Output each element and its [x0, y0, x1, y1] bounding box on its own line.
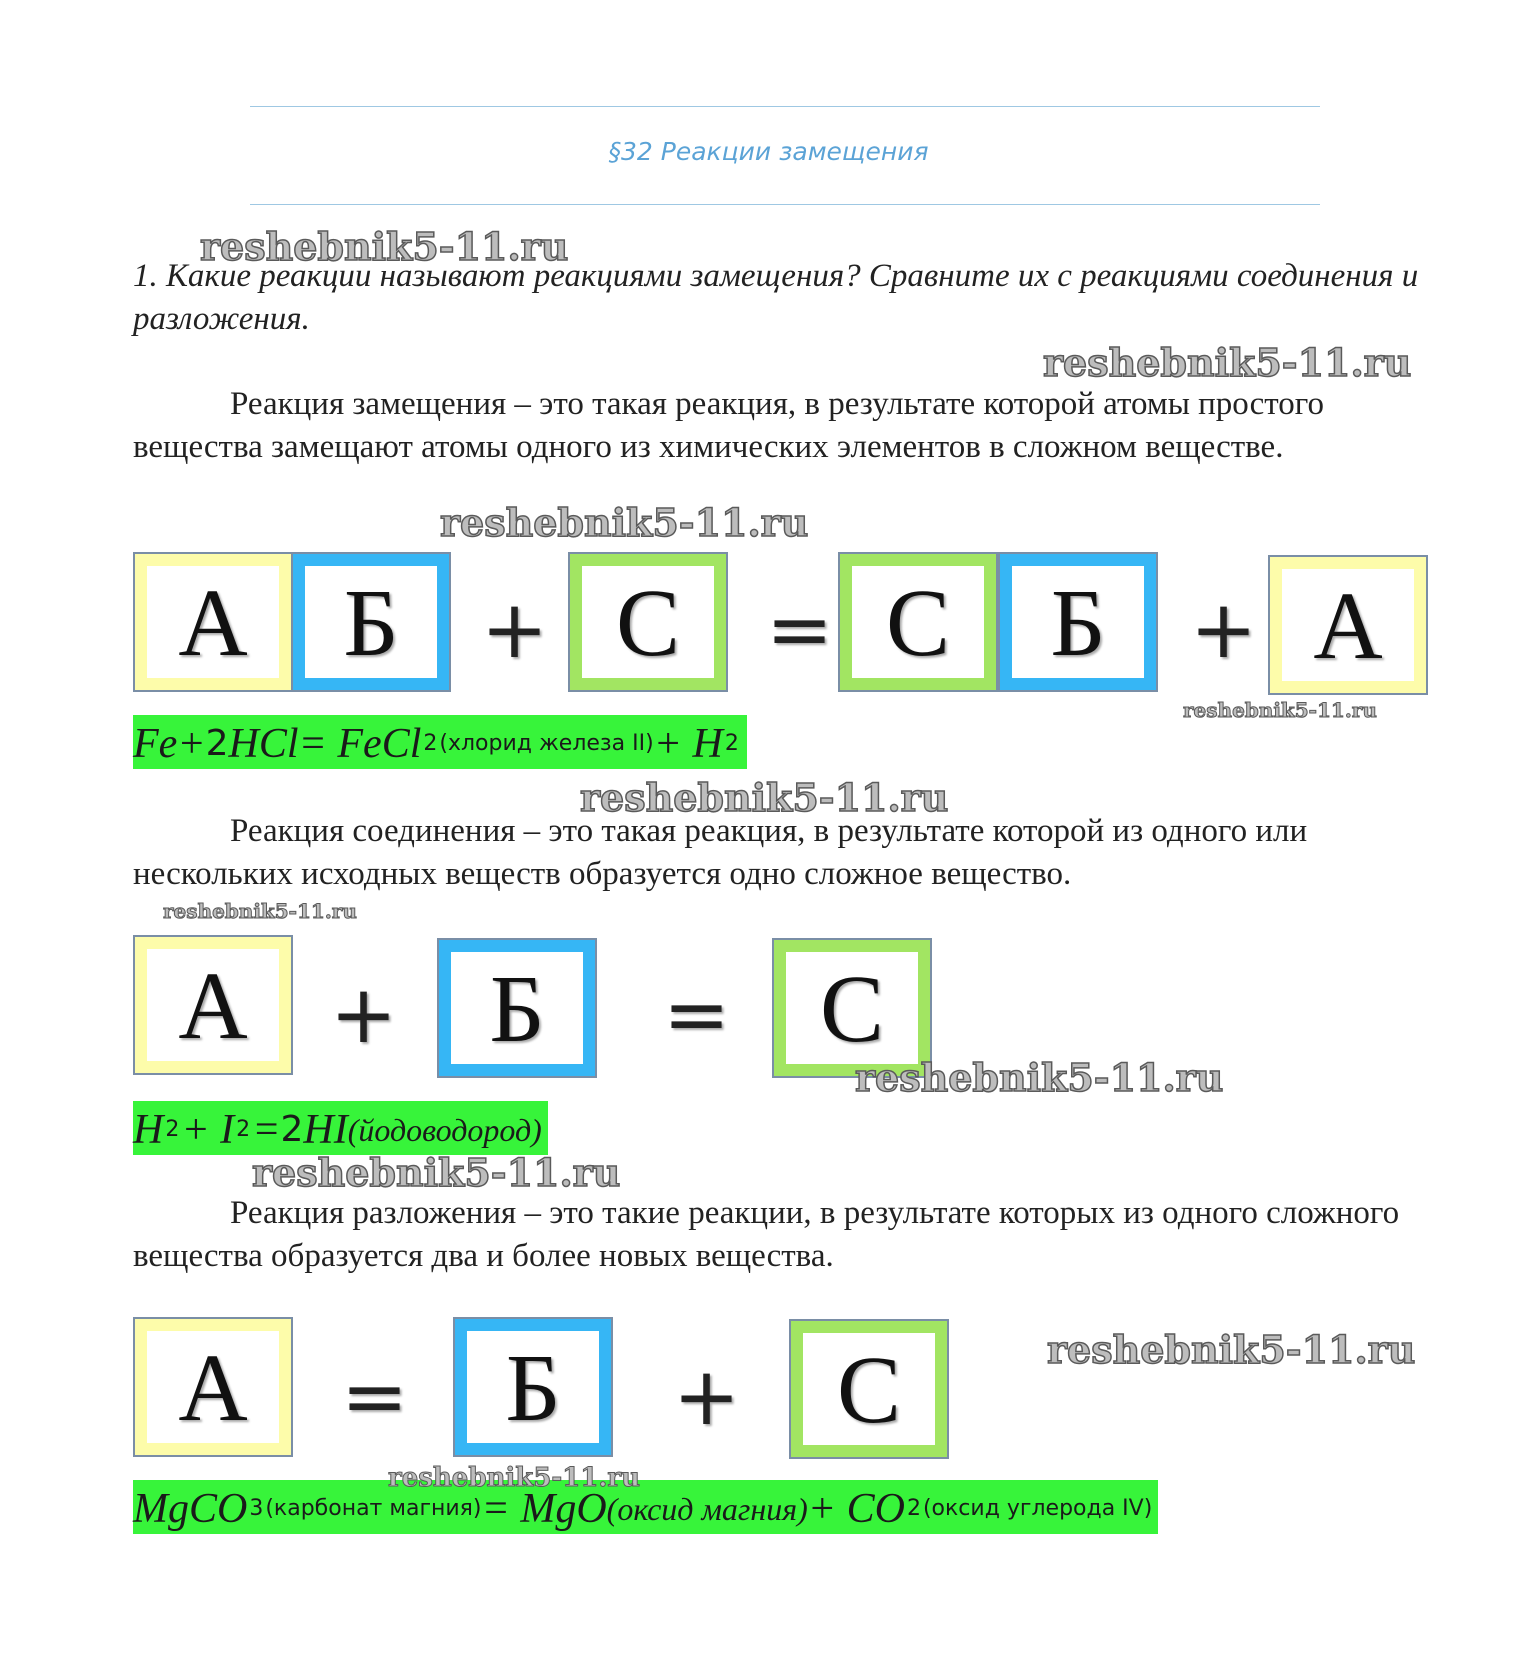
watermark: reshebnik5-11.ru [1047, 1327, 1416, 1372]
box-c2: С [838, 552, 998, 692]
paragraph-decomposition [133, 1192, 1433, 1278]
plus-sign: + [1190, 583, 1258, 676]
box-a2: А [1268, 555, 1428, 695]
watermark: reshebnik5-11.ru [163, 899, 357, 923]
box-a: А [133, 552, 293, 692]
box-b: Б [453, 1317, 613, 1457]
box-b: Б [291, 552, 451, 692]
box-b2: Б [998, 552, 1158, 692]
equals-sign: = [341, 1350, 409, 1443]
paragraph-combination [133, 810, 1433, 896]
paragraph-substitution [133, 383, 1433, 469]
page-title: §32 Реакции замещения [608, 137, 929, 166]
watermark: reshebnik5-11.ru [388, 1463, 641, 1493]
plus-sign: + [330, 968, 398, 1061]
equation-decomposition: MgCO 3 (карбонат магния) = MgO (оксид магния) + CO 2 (оксид углерода IV) [133, 1480, 1158, 1534]
header-rule-top [250, 106, 1320, 107]
equation-substitution: Fe+ 2 HCl= FeCl 2 (хлорид железа II) + H 2 [133, 715, 747, 769]
box-b: Б [437, 938, 597, 1078]
header-rule-bottom [250, 204, 1320, 205]
watermark: reshebnik5-11.ru [1043, 340, 1412, 385]
watermark: reshebnik5-11.ru [252, 1150, 621, 1195]
box-a: А [133, 1317, 293, 1457]
plus-sign: + [481, 583, 549, 676]
paragraph-decomposition-text: Реакция разложения – это такие реакции, в результате которых из одного сложного вещества образуется два и более новых вещества. [133, 1195, 1400, 1274]
box-a: А [133, 935, 293, 1075]
question-text: 1. Какие реакции называют реакциями замещения? Сравните их с реакциями соединения и разложения. [133, 258, 1419, 337]
box-c: С [568, 552, 728, 692]
equals-sign: = [766, 583, 834, 676]
watermark: reshebnik5-11.ru [855, 1055, 1224, 1100]
watermark: reshebnik5-11.ru [440, 500, 809, 545]
equation-combination: H 2 + I 2 = 2 HI (йодоводород) [133, 1101, 548, 1155]
box-c: С [772, 938, 932, 1078]
watermark: reshebnik5-11.ru [200, 224, 569, 269]
paragraph-combination-text: Реакция соединения – это такая реакция, в результате которой из одного или нескольких исходных веществ образуется одно сложное вещество. [133, 813, 1308, 892]
plus-sign: + [673, 1350, 741, 1443]
watermark: reshebnik5-11.ru [580, 775, 949, 820]
watermark: reshebnik5-11.ru [1183, 698, 1377, 722]
paragraph-substitution-text: Реакция замещения – это такая реакция, в результате которой атомы простого вещества замещают атомы одного из химических элементов в сложном веществе. [133, 386, 1324, 465]
equals-sign: = [663, 968, 731, 1061]
box-c: С [789, 1319, 949, 1459]
